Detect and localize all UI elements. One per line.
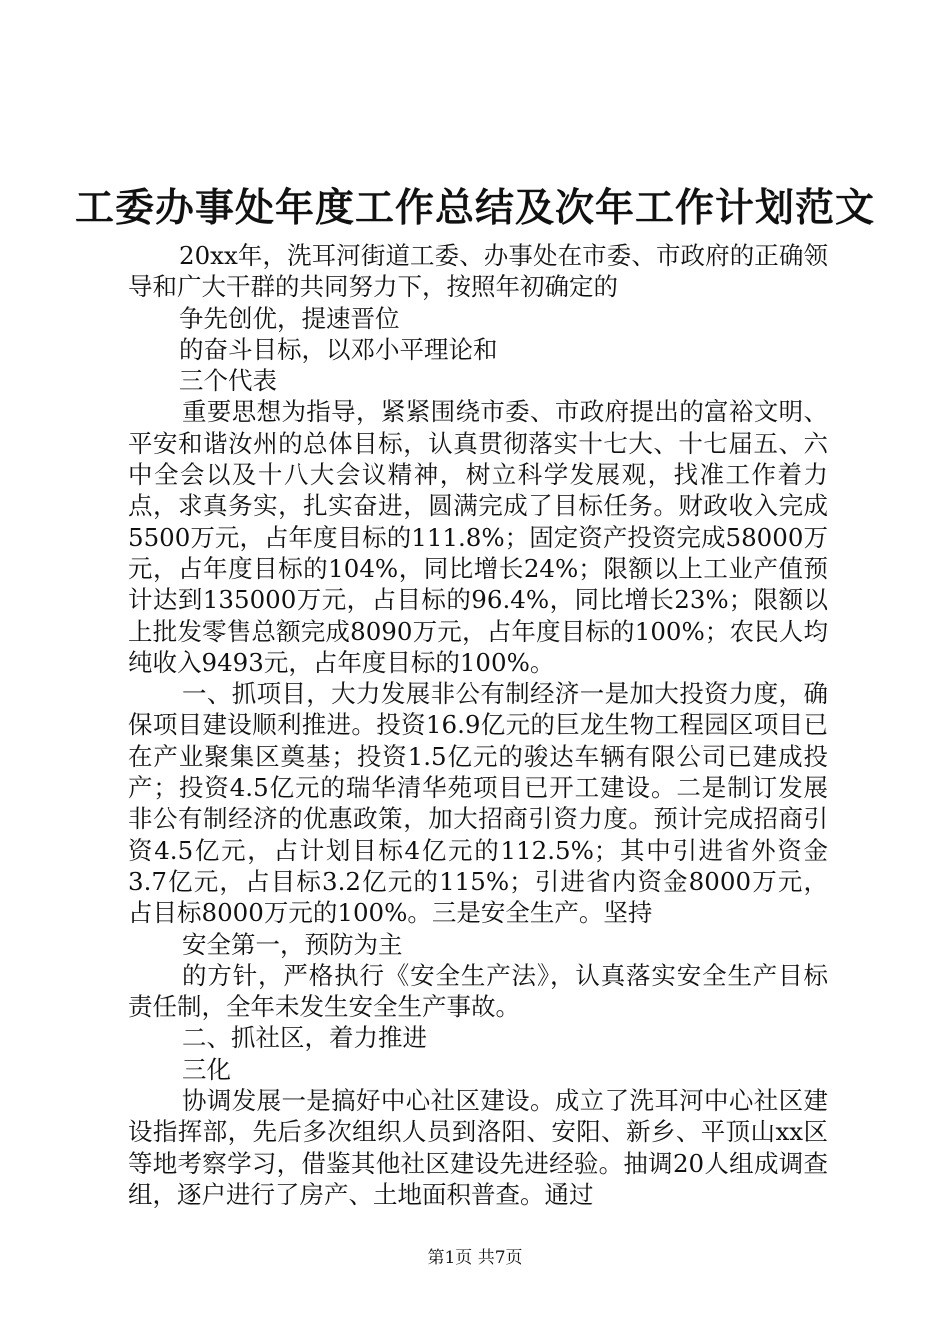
page-footer: 第1页 共7页 <box>427 1248 523 1268</box>
document-title: 工委办事处年度工作总结及次年工作计划范文 <box>74 185 875 231</box>
paragraph-section-two-heading: 二、抓社区，着力推进 <box>182 1023 427 1053</box>
paragraph-summary-figures: 重要思想为指导，紧紧围绕市委、市政府提出的富裕文明、平安和谐汝州的总体目标，认真贯彻落实十七大、十七届五、六中全会以及十八大会议精神，树立科学发展观，找准工作着力点，求真务实，扎实奋进，圆满完成了目标任务。财政收入完成5500万元，占年度目标的111.8%；固定资产投资完成58000万元，占年度目标的104%，同比增长24%；限额以上工业产值预计达到135000万元，占目标的96.4%，同比增长23%；限额以上批发零售总额完成8090万元，占年度目标的100%；农民人均纯收入9493元，占年度目标的100%。 <box>128 397 828 677</box>
paragraph-section-one: 一、抓项目，大力发展非公有制经济一是加大投资力度，确保项目建设顺利推进。投资16.9亿元的巨龙生物工程园区项目已在产业聚集区奠基；投资1.5亿元的骏达车辆有限公司已建成投产；投资4.5亿元的瑞华清华苑项目已开工建设。二是制订发展非公有制经济的优惠政策，加大招商引资力度。预计完成招商引资4.5亿元，占计划目标4亿元的112.5%；其中引进省外资金3.7亿元，占目标3.2亿元的115%；引进省内资金8000万元，占目标8000万元的100%。三是安全生产。坚持 <box>128 679 828 928</box>
paragraph-quote-slogan: 争先创优，提速晋位 <box>179 303 400 333</box>
paragraph-quote-three-modernizations: 三化 <box>182 1054 231 1084</box>
paragraph-safety-policy: 的方针，严格执行《安全生产法》，认真落实安全生产目标责任制，全年未发生安全生产事故。 <box>128 960 828 1022</box>
paragraph-quote-safety: 安全第一，预防为主 <box>182 929 403 959</box>
paragraph-community-construction: 协调发展一是搞好中心社区建设。成立了洗耳河中心社区建设指挥部，先后多次组织人员到洛阳、安阳、新乡、平顶山xx区等地考察学习，借鉴其他社区建设先进经验。抽调20人组成调查组，逐户进行了房产、土地面积普查。通过 <box>128 1086 828 1209</box>
paragraph-goal: 的奋斗目标，以邓小平理论和 <box>179 334 498 364</box>
paragraph-quote-three-represents: 三个代表 <box>179 366 277 396</box>
document-body <box>128 240 828 1210</box>
paragraph-intro: 20xx年，洗耳河街道工委、办事处在市委、市政府的正确领导和广大干群的共同努力下，按照年初确定的 <box>128 241 828 302</box>
